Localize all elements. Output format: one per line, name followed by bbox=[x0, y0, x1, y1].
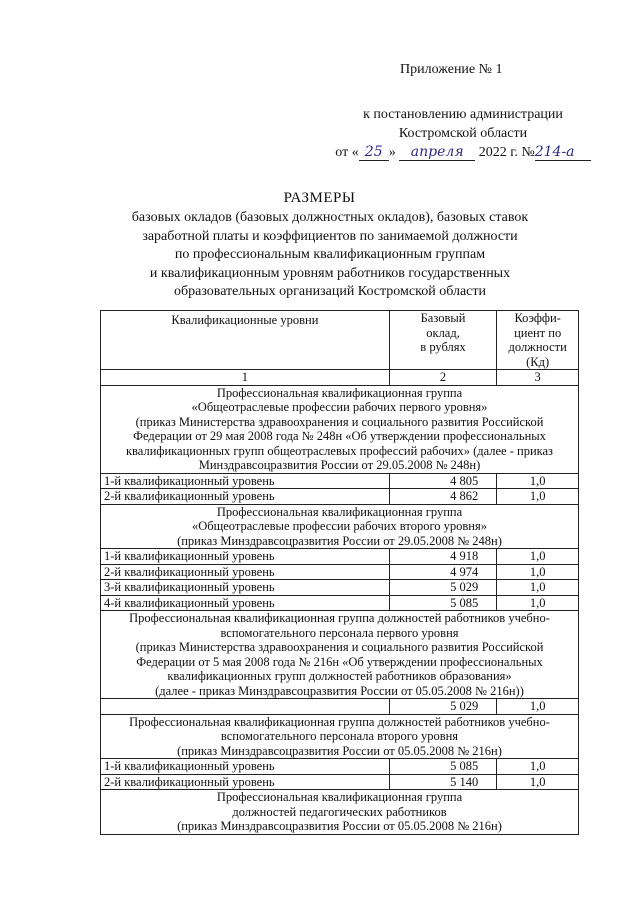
level-cell: 1-й квалификационный уровень bbox=[101, 549, 390, 565]
level-cell: 2-й квалификационный уровень bbox=[101, 564, 390, 580]
header-coefficient: Коэффи- циент по должности (Кд) bbox=[497, 311, 579, 370]
group-title-row bbox=[101, 714, 579, 759]
group-title: Профессиональная квалификационная группа должностей педагогических работников (приказ Минздравсоцразвития России от 05.05.2008 № 216н) bbox=[101, 790, 579, 835]
column-number-row bbox=[101, 370, 579, 386]
coefficient-cell: 1,0 bbox=[497, 580, 579, 596]
salary-cell: 5 029 bbox=[389, 580, 497, 596]
appendix-label: Приложение № 1 bbox=[400, 62, 503, 77]
date-mid: » bbox=[388, 145, 396, 160]
group-title-row bbox=[101, 504, 579, 549]
table-row bbox=[101, 564, 579, 580]
table-row bbox=[101, 489, 579, 505]
level-cell: 4-й квалификационный уровень bbox=[101, 595, 390, 611]
table-row bbox=[101, 549, 579, 565]
salary-cell: 4 974 bbox=[389, 564, 497, 580]
resolution-line-2: Костромской области bbox=[398, 126, 528, 141]
date-prefix: от « bbox=[335, 145, 359, 160]
handwritten-doc-number: 214-а bbox=[535, 144, 591, 161]
salary-cell: 4 805 bbox=[389, 473, 497, 489]
column-number: 2 bbox=[389, 370, 497, 386]
salary-table bbox=[100, 310, 579, 835]
salary-cell: 4 918 bbox=[389, 549, 497, 565]
salary-cell: 5 140 bbox=[389, 774, 497, 790]
group-title-row bbox=[101, 790, 579, 835]
salary-cell: 5 029 bbox=[389, 699, 497, 715]
group-title: Профессиональная квалификационная группа должностей работников учебно- вспомогательного персонала второго уровня (приказ Минздравсоцразвития России от 05.05.2008 № 216н) bbox=[101, 714, 579, 759]
subtitle-line: заработной платы и коэффициентов по занимаемой должности bbox=[142, 228, 518, 244]
subtitle-line: и квалификационным уровням работников государственных bbox=[149, 265, 511, 281]
level-cell: 3-й квалификационный уровень bbox=[101, 580, 390, 596]
coefficient-cell: 1,0 bbox=[497, 774, 579, 790]
group-title: Профессиональная квалификационная группа должностей работников учебно- вспомогательного персонала первого уровня (приказ Министерства здравоохранения и социального развития Российской Федерации от 5 мая 2008 года № 216н «Об утверждении профессиональных квалификационных групп должностей работников образования» (далее - приказ Минздравсоцразвития России от 05.05.2008 № 216н)) bbox=[101, 611, 579, 699]
table-row bbox=[101, 699, 579, 715]
table-row bbox=[101, 759, 579, 775]
table-row bbox=[101, 580, 579, 596]
level-cell bbox=[101, 699, 390, 715]
subtitle-line: базовых окладов (базовых должностных окладов), базовых ставок bbox=[131, 210, 529, 225]
handwritten-month: апреля bbox=[399, 144, 475, 161]
salary-cell: 5 085 bbox=[389, 595, 497, 611]
level-cell: 1-й квалификационный уровень bbox=[101, 759, 390, 775]
resolution-date-line bbox=[318, 143, 608, 162]
salary-cell: 4 862 bbox=[389, 489, 497, 505]
coefficient-cell: 1,0 bbox=[497, 759, 579, 775]
header-salary: Базовый оклад, в рублях bbox=[389, 311, 497, 370]
column-number: 1 bbox=[101, 370, 390, 386]
level-cell: 2-й квалификационный уровень bbox=[101, 489, 390, 505]
salary-cell: 5 085 bbox=[389, 759, 497, 775]
resolution-reference bbox=[318, 105, 608, 162]
group-title-row bbox=[101, 385, 579, 473]
subtitle-line: образовательных организаций Костромской области bbox=[173, 284, 486, 299]
resolution-line-1: к постановлению администрации bbox=[363, 107, 563, 122]
group-title-row bbox=[101, 611, 579, 699]
header-levels: Квалификационные уровни bbox=[101, 311, 390, 370]
table-row bbox=[101, 774, 579, 790]
coefficient-cell: 1,0 bbox=[497, 595, 579, 611]
coefficient-cell: 1,0 bbox=[497, 549, 579, 565]
document-title: РАЗМЕРЫ bbox=[283, 190, 356, 206]
table-row bbox=[101, 473, 579, 489]
document-subtitle bbox=[100, 209, 560, 302]
level-cell: 1-й квалификационный уровень bbox=[101, 473, 390, 489]
subtitle-line: по профессиональным квалификационным группам bbox=[174, 247, 486, 262]
date-year: 2022 г. № bbox=[478, 145, 535, 160]
coefficient-cell: 1,0 bbox=[497, 564, 579, 580]
group-title: Профессиональная квалификационная группа «Общеотраслевые профессии рабочих первого уровня» (приказ Министерства здравоохранения и социального развития Российской Федерации от 29 мая 2008 года № 248н «Об утверждении профессиональных квалификационных групп общеотраслевых профессий рабочих» (далее - приказ Минздравсоцразвития России от 29.05.2008 № 248н) bbox=[101, 385, 579, 473]
coefficient-cell: 1,0 bbox=[497, 473, 579, 489]
table-row bbox=[101, 595, 579, 611]
handwritten-day: 25 bbox=[359, 144, 389, 161]
table-header-row bbox=[101, 311, 579, 370]
group-title: Профессиональная квалификационная группа «Общеотраслевые профессии рабочих второго уровня» (приказ Минздравсоцразвития России от 29.05.2008 № 248н) bbox=[101, 504, 579, 549]
coefficient-cell: 1,0 bbox=[497, 489, 579, 505]
level-cell: 2-й квалификационный уровень bbox=[101, 774, 390, 790]
column-number: 3 bbox=[497, 370, 579, 386]
coefficient-cell: 1,0 bbox=[497, 699, 579, 715]
